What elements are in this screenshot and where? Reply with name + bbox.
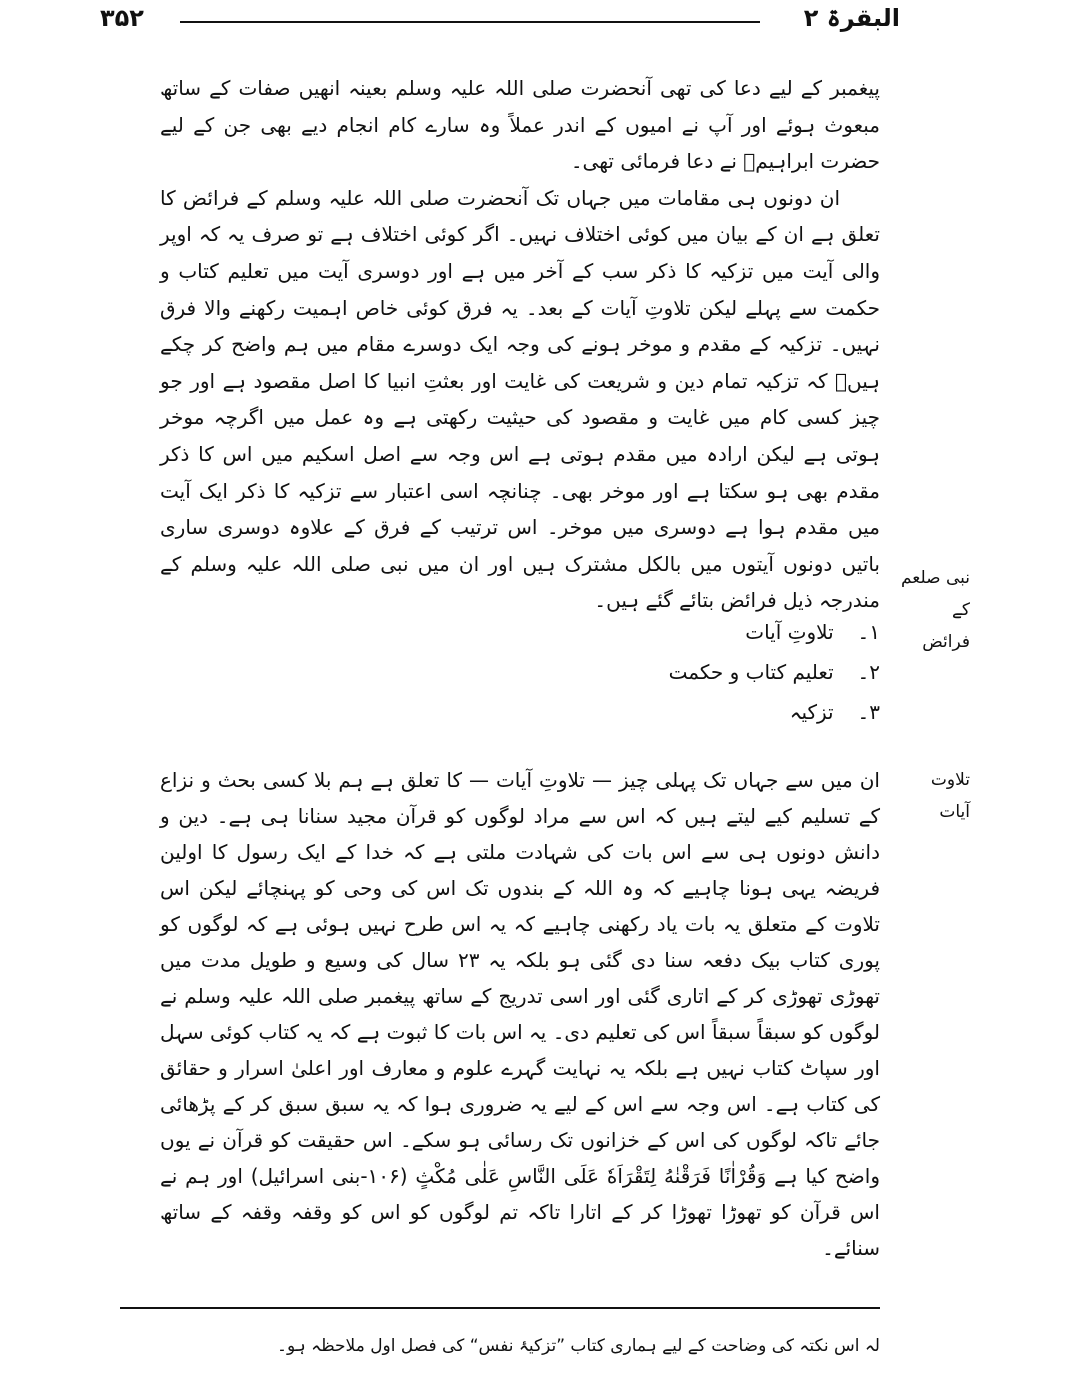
running-title: البقرۃ ۲ <box>803 4 900 32</box>
list-item <box>600 692 880 732</box>
list-item-number: ۳۔ <box>857 700 880 724</box>
duties-list <box>600 612 880 732</box>
header-rule <box>180 21 760 23</box>
list-item-text: تزکیہ <box>789 700 834 724</box>
paragraph-3: ان میں سے جہاں تک پہلی چیز — تلاوتِ آیات — کا تعلق ہے ہم بلا کسی بحث و نزاع کے تسلیم کیے لیتے ہیں کہ اس سے مراد لوگوں کو قرآن مجید سنانا ہی ہے۔ دین و دانش دونوں ہی سے اس بات کی شہادت ملتی ہے کہ خدا کے ایک رسول کا اولین فریضہ یہی ہونا چاہیے کہ وہ اللہ کے بندوں تک اس کی وحی کو پہنچائے لیکن اس تلاوت کے متعلق یہ بات یاد رکھنی چاہیے کہ یہ اس طرح نہیں ہوئی ہے کہ لوگوں کو پوری کتاب بیک دفعہ سنا دی گئی ہو بلکہ یہ ۲۳ سال کی وسیع و طویل مدت میں تھوڑی تھوڑی کر کے اتاری گئی اور اسی تدریج کے ساتھ پیغمبر صلی اللہ علیہ وسلم نے لوگوں کو سبقاً سبقاً اس کی تعلیم دی۔ یہ اس بات کا ثبوت ہے کہ یہ کتاب کوئی سہل اور سپاٹ کتاب نہیں ہے بلکہ یہ نہایت گہرے علوم و معارف اور اعلیٰ اسرار و حقائق کی کتاب ہے۔ اس وجہ سے اس کے لیے یہ ضروری ہوا کہ یہ سبق سبق کر کے پڑھائی جائے تاکہ لوگوں کی اس کے خزانوں تک رسائی ہو سکے۔ اس حقیقت کو قرآن نے یوں واضح کیا ہے وَقُرْاٰنًا فَرَقْنٰهُ لِتَقْرَاَهٗ عَلَى النَّاسِ عَلٰى مُكْثٍ (۱۰۶-بنی اسرائیل) اور ہم نے اس قرآن کو تھوڑا تھوڑا کر کے اتارا تاکہ تم لوگوں کو اس کو وقفہ وقفہ کے ساتھ سنائے۔ <box>160 768 880 1260</box>
page-number: ۳۵۲ <box>100 4 144 32</box>
list-item <box>600 612 880 652</box>
list-item-text: تعلیم کتاب و حکمت <box>668 660 834 684</box>
paragraph-2: ان دونوں ہی مقامات میں جہاں تک آنحضرت صلی اللہ علیہ وسلم کے فرائض کا تعلق ہے ان کے بیان میں کوئی اختلاف نہیں۔ اگر کوئی اختلاف ہے تو صرف یہ کہ اوپر والی آیت میں تزکیہ کا ذکر سب کے آخر میں ہے اور دوسری آیت میں تعلیم کتاب و حکمت سے پہلے لیکن تلاوتِ آیات کے بعد۔ یہ فرق کوئی خاص اہمیت رکھنے والا فرق نہیں۔ تزکیہ کے مقدم و موخر ہونے کی وجہ ایک دوسرے مقام میں ہم واضح کر چکے ہیںؔ کہ تزکیہ تمام دین و شریعت کی غایت اور بعثتِ انبیا کا اصل مقصود ہے اور جو چیز کسی کام میں غایت و مقصود کی حیثیت رکھتی ہے وہ عمل میں اگرچہ موخر ہوتی ہے لیکن ارادہ میں مقدم ہوتی ہے اس وجہ سے اصل اسکیم میں اس کا ذکر مقدم بھی ہو سکتا ہے اور موخر بھی۔ چنانچہ اسی اعتبار سے تزکیہ کا ذکر ایک آیت میں مقدم ہوا ہے دوسری میں موخر۔ اس ترتیب کے فرق کے علاوہ دوسری ساری باتیں دونوں آیتوں میں بالکل مشترک ہیں اور ان میں نبی صلی اللہ علیہ وسلم کے مندرجہ ذیل فرائض بتائے گئے ہیں۔ <box>160 185 880 613</box>
paragraph-block-3 <box>160 762 880 1266</box>
paragraph-1: پیغمبر کے لیے دعا کی تھی آنحضرت صلی اللہ علیہ وسلم بعینہ انھیں صفات کے ساتھ مبعوث ہوئے اور آپ نے امیوں کے اندر عملاً وہ سارے کام انجام دیے بھی جن کے لیے حضرت ابراہیمؑ نے دعا فرمائی تھی۔ <box>160 76 880 174</box>
footnote: لہ اس نکتہ کی وضاحت کے لیے ہماری کتاب ”تزکیۂ نفس“ کی فصل اول ملاحظہ ہو۔ <box>277 1336 880 1356</box>
list-item <box>600 652 880 692</box>
list-item-number: ۱۔ <box>857 620 880 644</box>
list-item-number: ۲۔ <box>857 660 880 684</box>
margin-note-recitation: تلاوت آیات <box>930 770 970 822</box>
margin-note-duties: نبی صلعم کے فرائض <box>900 568 970 652</box>
page-header <box>100 4 900 36</box>
main-text-block <box>160 70 880 619</box>
list-item-text: تلاوتِ آیات <box>745 620 834 644</box>
footnote-rule <box>120 1307 880 1309</box>
